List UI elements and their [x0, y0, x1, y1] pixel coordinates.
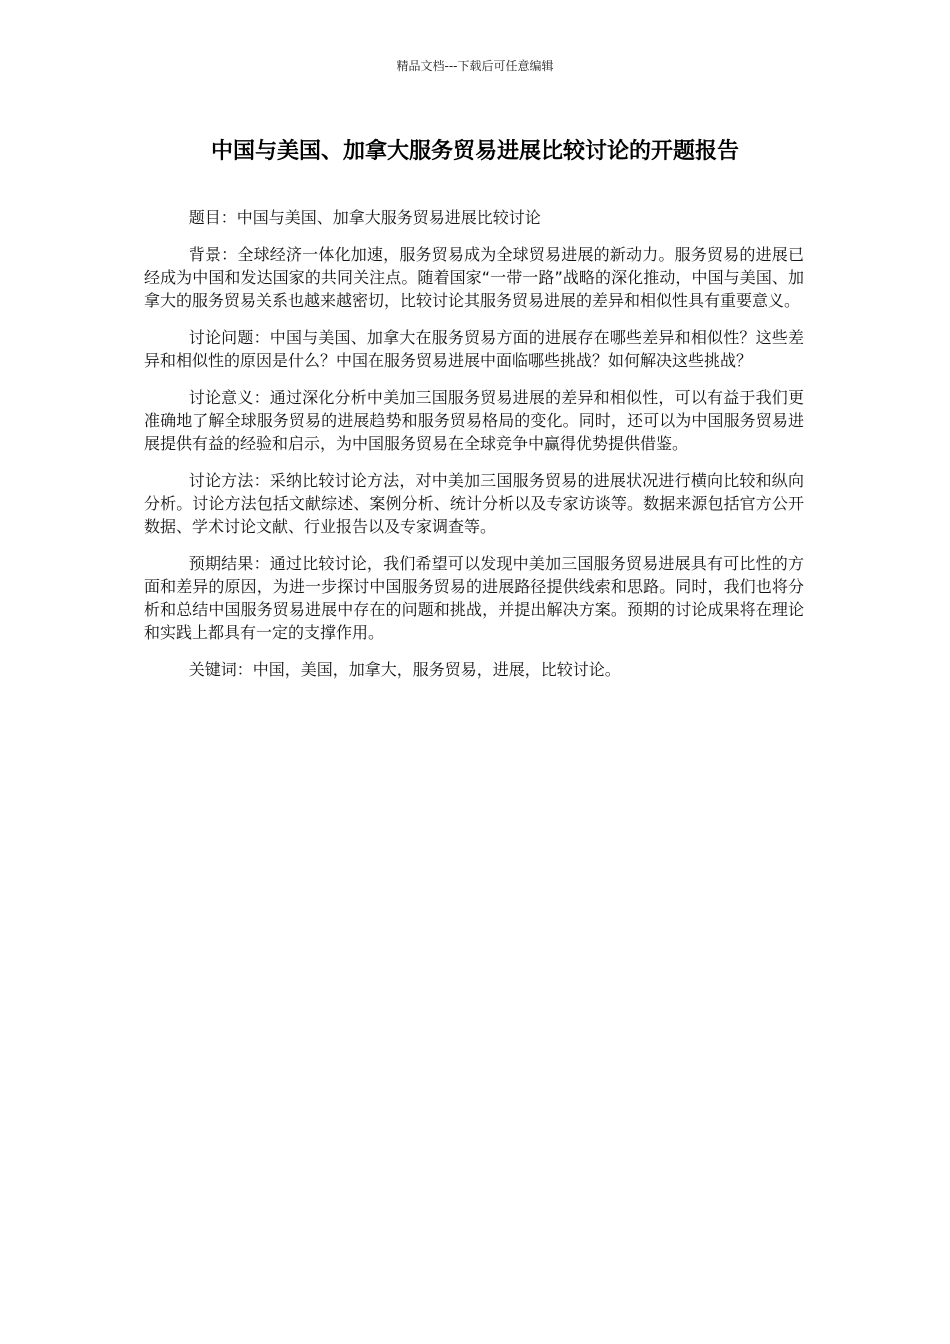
paragraph-background: 背景：全球经济一体化加速，服务贸易成为全球贸易进展的新动力。服务贸易的进展已经成为中国和发达国家的共同关注点。随着国家“一带一路”战略的深化推动，中国与美国、加拿大的服务贸易关系也越来越密切，比较讨论其服务贸易进展的差异和相似性具有重要意义。 [144, 245, 804, 310]
header-note: 精品文档---下载后可任意编辑 [396, 59, 554, 73]
paragraph-research-questions: 讨论问题：中国与美国、加拿大在服务贸易方面的进展存在哪些差异和相似性？这些差异和相似性的原因是什么？中国在服务贸易进展中面临哪些挑战？如何解决这些挑战？ [144, 328, 804, 370]
paragraph-keywords: 关键词：中国，美国，加拿大，服务贸易，进展，比较讨论。 [188, 660, 621, 679]
paragraph-topic: 题目：中国与美国、加拿大服务贸易进展比较讨论 [188, 208, 541, 227]
paragraph-significance: 讨论意义：通过深化分析中美加三国服务贸易进展的差异和相似性，可以有益于我们更准确地了解全球服务贸易的进展趋势和服务贸易格局的变化。同时，还可以为中国服务贸易进展提供有益的经验和启示，为中国服务贸易在全球竞争中赢得优势提供借鉴。 [144, 388, 804, 453]
paragraph-methods: 讨论方法：采纳比较讨论方法，对中美加三国服务贸易的进展状况进行横向比较和纵向分析。讨论方法包括文献综述、案例分析、统计分析以及专家访谈等。数据来源包括官方公开数据、学术讨论文献、行业报告以及专家调查等。 [144, 471, 804, 536]
paragraph-expected-results: 预期结果：通过比较讨论，我们希望可以发现中美加三国服务贸易进展具有可比性的方面和差异的原因，为进一步探讨中国服务贸易的进展路径提供线索和思路。同时，我们也将分析和总结中国服务贸易进展中存在的问题和挑战，并提出解决方案。预期的讨论成果将在理论和实践上都具有一定的支撑作用。 [144, 554, 804, 642]
document-body [144, 206, 804, 695]
document-title: 中国与美国、加拿大服务贸易进展比较讨论的开题报告 [210, 139, 739, 164]
